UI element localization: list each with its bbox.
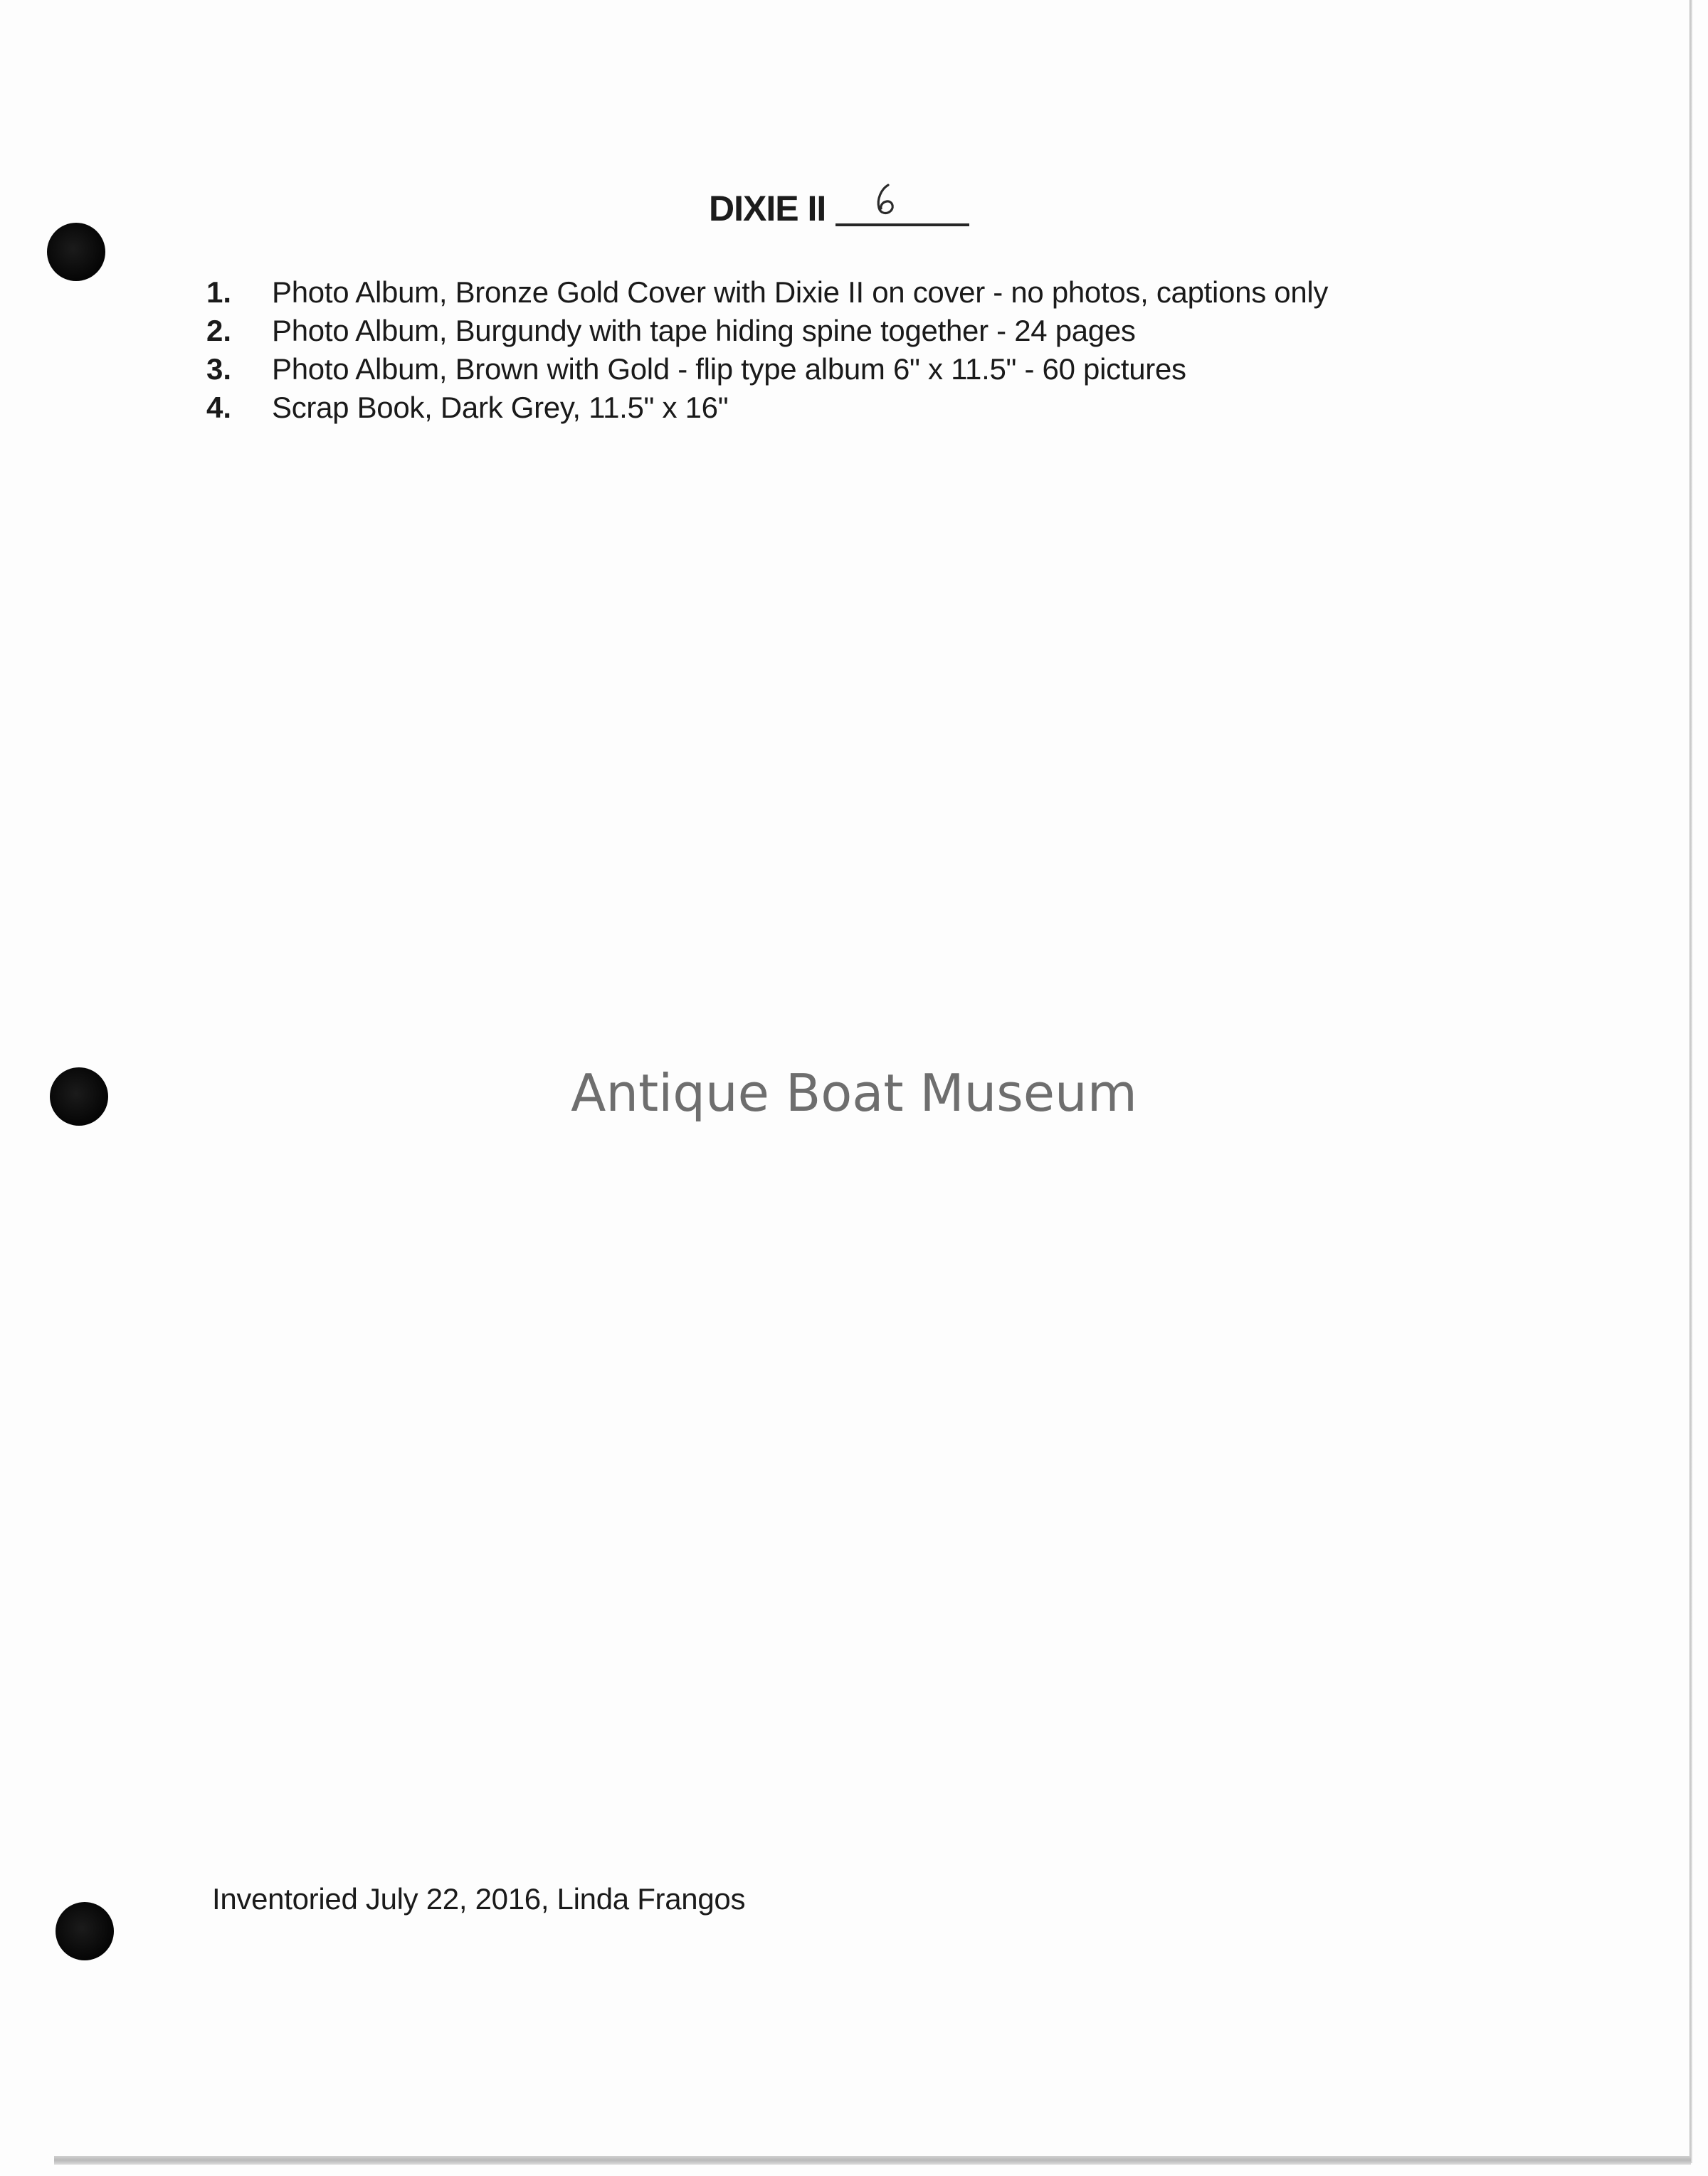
item-number: 2. [206, 314, 232, 347]
title-text: DIXIE II [709, 189, 826, 228]
inventory-footer-note: Inventoried July 22, 2016, Linda Frangos [212, 1882, 746, 1916]
punch-hole-top [47, 223, 105, 281]
item-number: 3. [206, 352, 232, 386]
watermark: Antique Boat Museum [571, 1063, 1137, 1123]
list-item [206, 350, 1328, 389]
handwritten-number-blank [835, 178, 969, 226]
inventory-list [206, 273, 1328, 427]
document-title [709, 176, 969, 226]
item-description: Photo Album, Burgundy with tape hiding spine together - 24 pages [272, 314, 1136, 347]
list-item [206, 273, 1328, 312]
handwritten-six-mark [873, 182, 901, 219]
item-number: 1. [206, 275, 232, 309]
punch-hole-bottom [56, 1902, 114, 1960]
list-item [206, 312, 1328, 350]
item-description: Photo Album, Brown with Gold - flip type album 6" x 11.5" - 60 pictures [272, 352, 1186, 386]
item-number: 4. [206, 391, 232, 424]
scan-edge-bottom [54, 2156, 1691, 2165]
item-description: Photo Album, Bronze Gold Cover with Dixie II on cover - no photos, captions only [272, 275, 1329, 309]
list-item [206, 389, 1328, 427]
item-description: Scrap Book, Dark Grey, 11.5" x 16" [272, 391, 729, 424]
